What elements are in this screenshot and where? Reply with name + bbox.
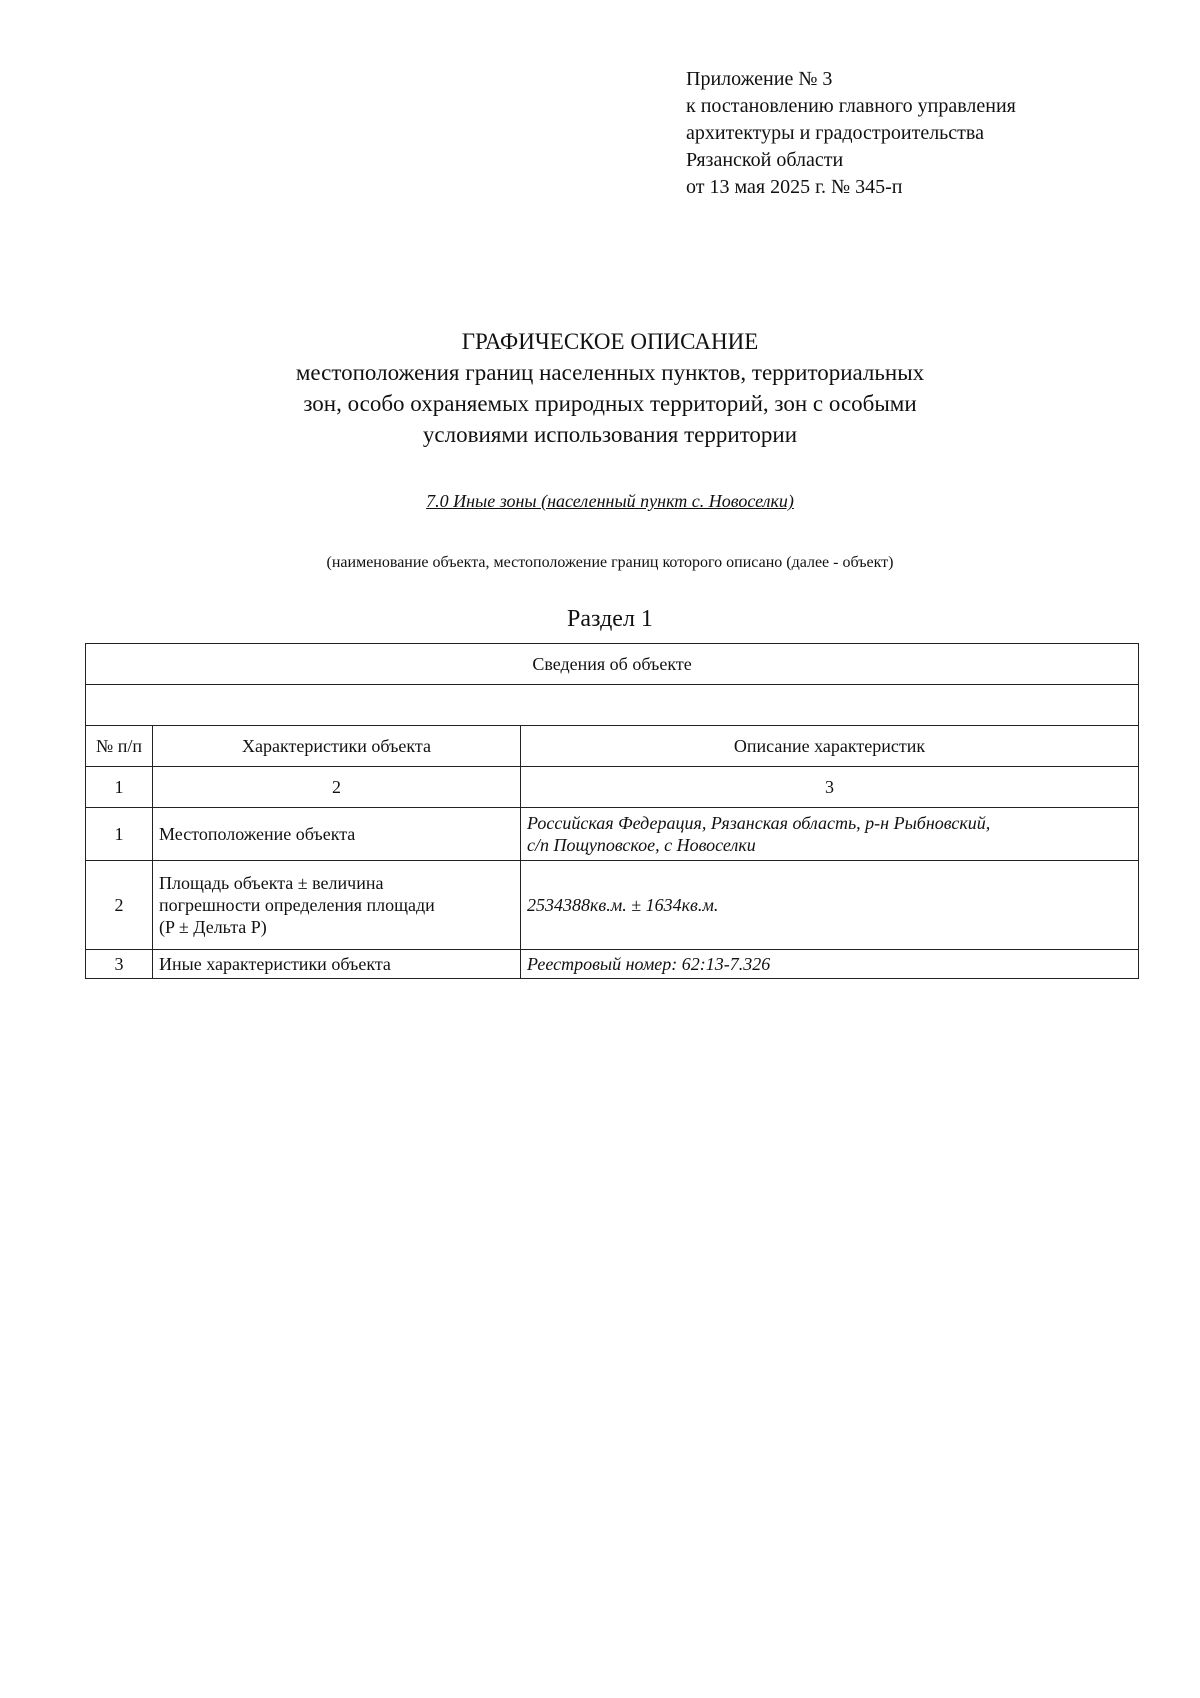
table-row: [86, 808, 1139, 861]
document-subtitle-line: местоположения границ населенных пунктов, территориальных: [295, 360, 925, 385]
object-info-table: [85, 643, 1139, 979]
row-characteristic: Местоположение объекта: [153, 808, 521, 861]
header-cell-characteristic: Характеристики объекта: [153, 726, 521, 767]
object-name: 7.0 Иные зоны (населенный пункт с. Новоселки): [426, 491, 794, 511]
section-title: Раздел 1: [567, 606, 653, 632]
document-subtitle-line: зон, особо охраняемых природных территорий, зон с особыми: [303, 391, 917, 416]
row-characteristic: Иные характеристики объекта: [153, 950, 521, 979]
table-caption-row: [86, 644, 1139, 685]
row-description: 2534388кв.м. ± 1634кв.м.: [521, 861, 1139, 950]
object-caption: (наименование объекта, местоположение границ которого описано (далее - объект): [326, 554, 894, 571]
table-row: [86, 950, 1139, 979]
table-empty-row: [86, 685, 1139, 726]
row-description-line: с/п Пощуповское, с Новоселки: [527, 835, 756, 855]
table-row: [86, 861, 1139, 950]
row-characteristic-line: погрешности определения площади: [159, 895, 435, 915]
appendix-line: к постановлению главного управления: [686, 95, 1016, 117]
row-number: 3: [86, 950, 153, 979]
row-number: 1: [86, 808, 153, 861]
table-column-number-row: [86, 767, 1139, 808]
table-empty-cell: [86, 685, 1139, 726]
column-number-cell: 3: [521, 767, 1139, 808]
row-description-line: Российская Федерация, Рязанская область, р-н Рыбновский,: [527, 813, 991, 833]
appendix-line: архитектуры и градостроительства: [686, 122, 984, 144]
row-characteristic-line: (P ± Дельта P): [159, 917, 267, 937]
appendix-line: от 13 мая 2025 г. № 345-п: [686, 176, 903, 198]
document-heading: [0, 326, 1200, 450]
document-title: ГРАФИЧЕСКОЕ ОПИСАНИЕ: [461, 329, 759, 354]
row-characteristic-line: Площадь объекта ± величина: [159, 873, 384, 893]
column-number-cell: 1: [86, 767, 153, 808]
appendix-block: [686, 66, 1016, 201]
table-header-row: [86, 726, 1139, 767]
row-description: [521, 808, 1139, 861]
document-subtitle-line: условиями использования территории: [422, 422, 798, 447]
table-caption: Сведения об объекте: [86, 644, 1139, 685]
row-number: 2: [86, 861, 153, 950]
row-characteristic: [153, 861, 521, 950]
column-number-cell: 2: [153, 767, 521, 808]
header-cell-number: № п/п: [86, 726, 153, 767]
appendix-line: Приложение № 3: [686, 68, 833, 90]
row-description: Реестровый номер: 62:13-7.326: [521, 950, 1139, 979]
appendix-line: Рязанской области: [686, 149, 844, 171]
header-cell-description: Описание характеристик: [521, 726, 1139, 767]
